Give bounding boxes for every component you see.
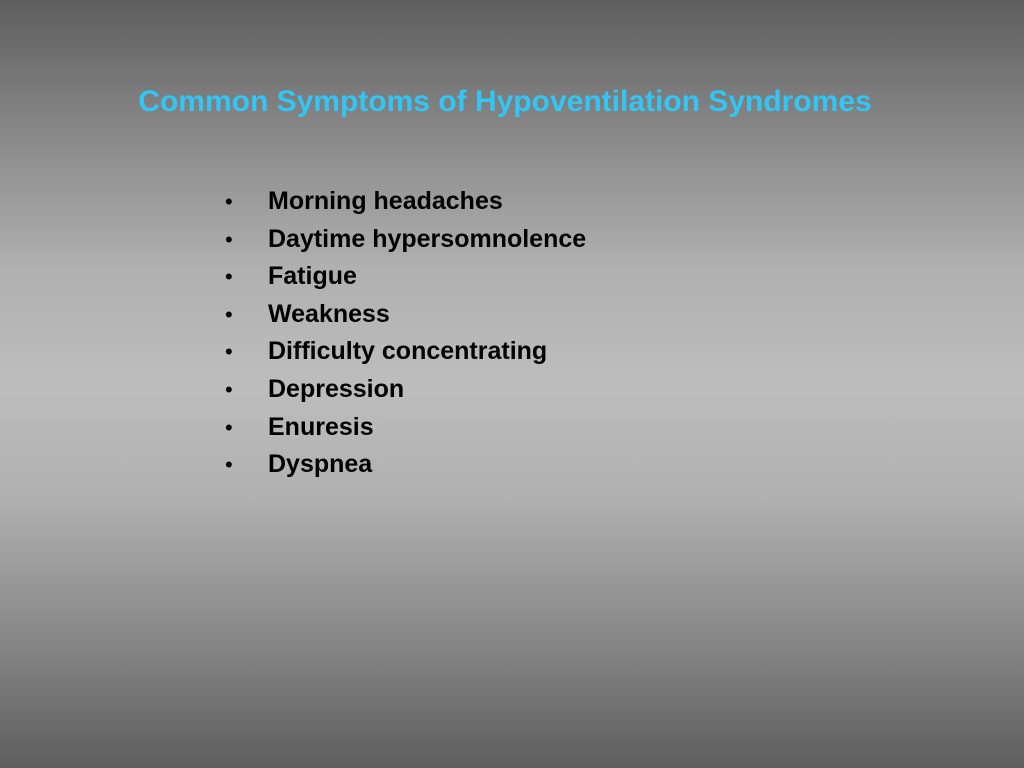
slide-title: Common Symptoms of Hypoventilation Syndromes [138,85,872,118]
bullet-icon: • [225,226,233,252]
list-item [220,409,586,447]
list-item-label: Morning headaches [268,187,503,215]
bullet-icon: • [225,339,233,365]
list-item-label: Depression [268,374,405,403]
list-item-label: Weakness [268,299,390,328]
bullet-icon: • [225,414,233,440]
list-item-label: Difficulty concentrating [268,337,548,366]
list-item [220,296,586,334]
list-item [220,258,586,296]
list-item [220,333,586,371]
list-item [220,446,586,484]
bullet-icon: • [225,376,233,402]
list-item-label: Dyspnea [268,450,373,479]
bullet-icon: • [225,301,233,327]
list-item-label: Daytime hypersomnolence [268,224,587,253]
symptom-list [220,183,586,484]
list-item-label: Fatigue [268,262,357,291]
list-item [220,371,586,409]
bullet-icon: • [225,264,233,290]
bullet-icon: • [225,452,233,478]
bullet-icon: • [225,189,233,214]
list-item [220,183,586,221]
list-item [220,221,586,259]
list-item-label: Enuresis [268,412,374,441]
